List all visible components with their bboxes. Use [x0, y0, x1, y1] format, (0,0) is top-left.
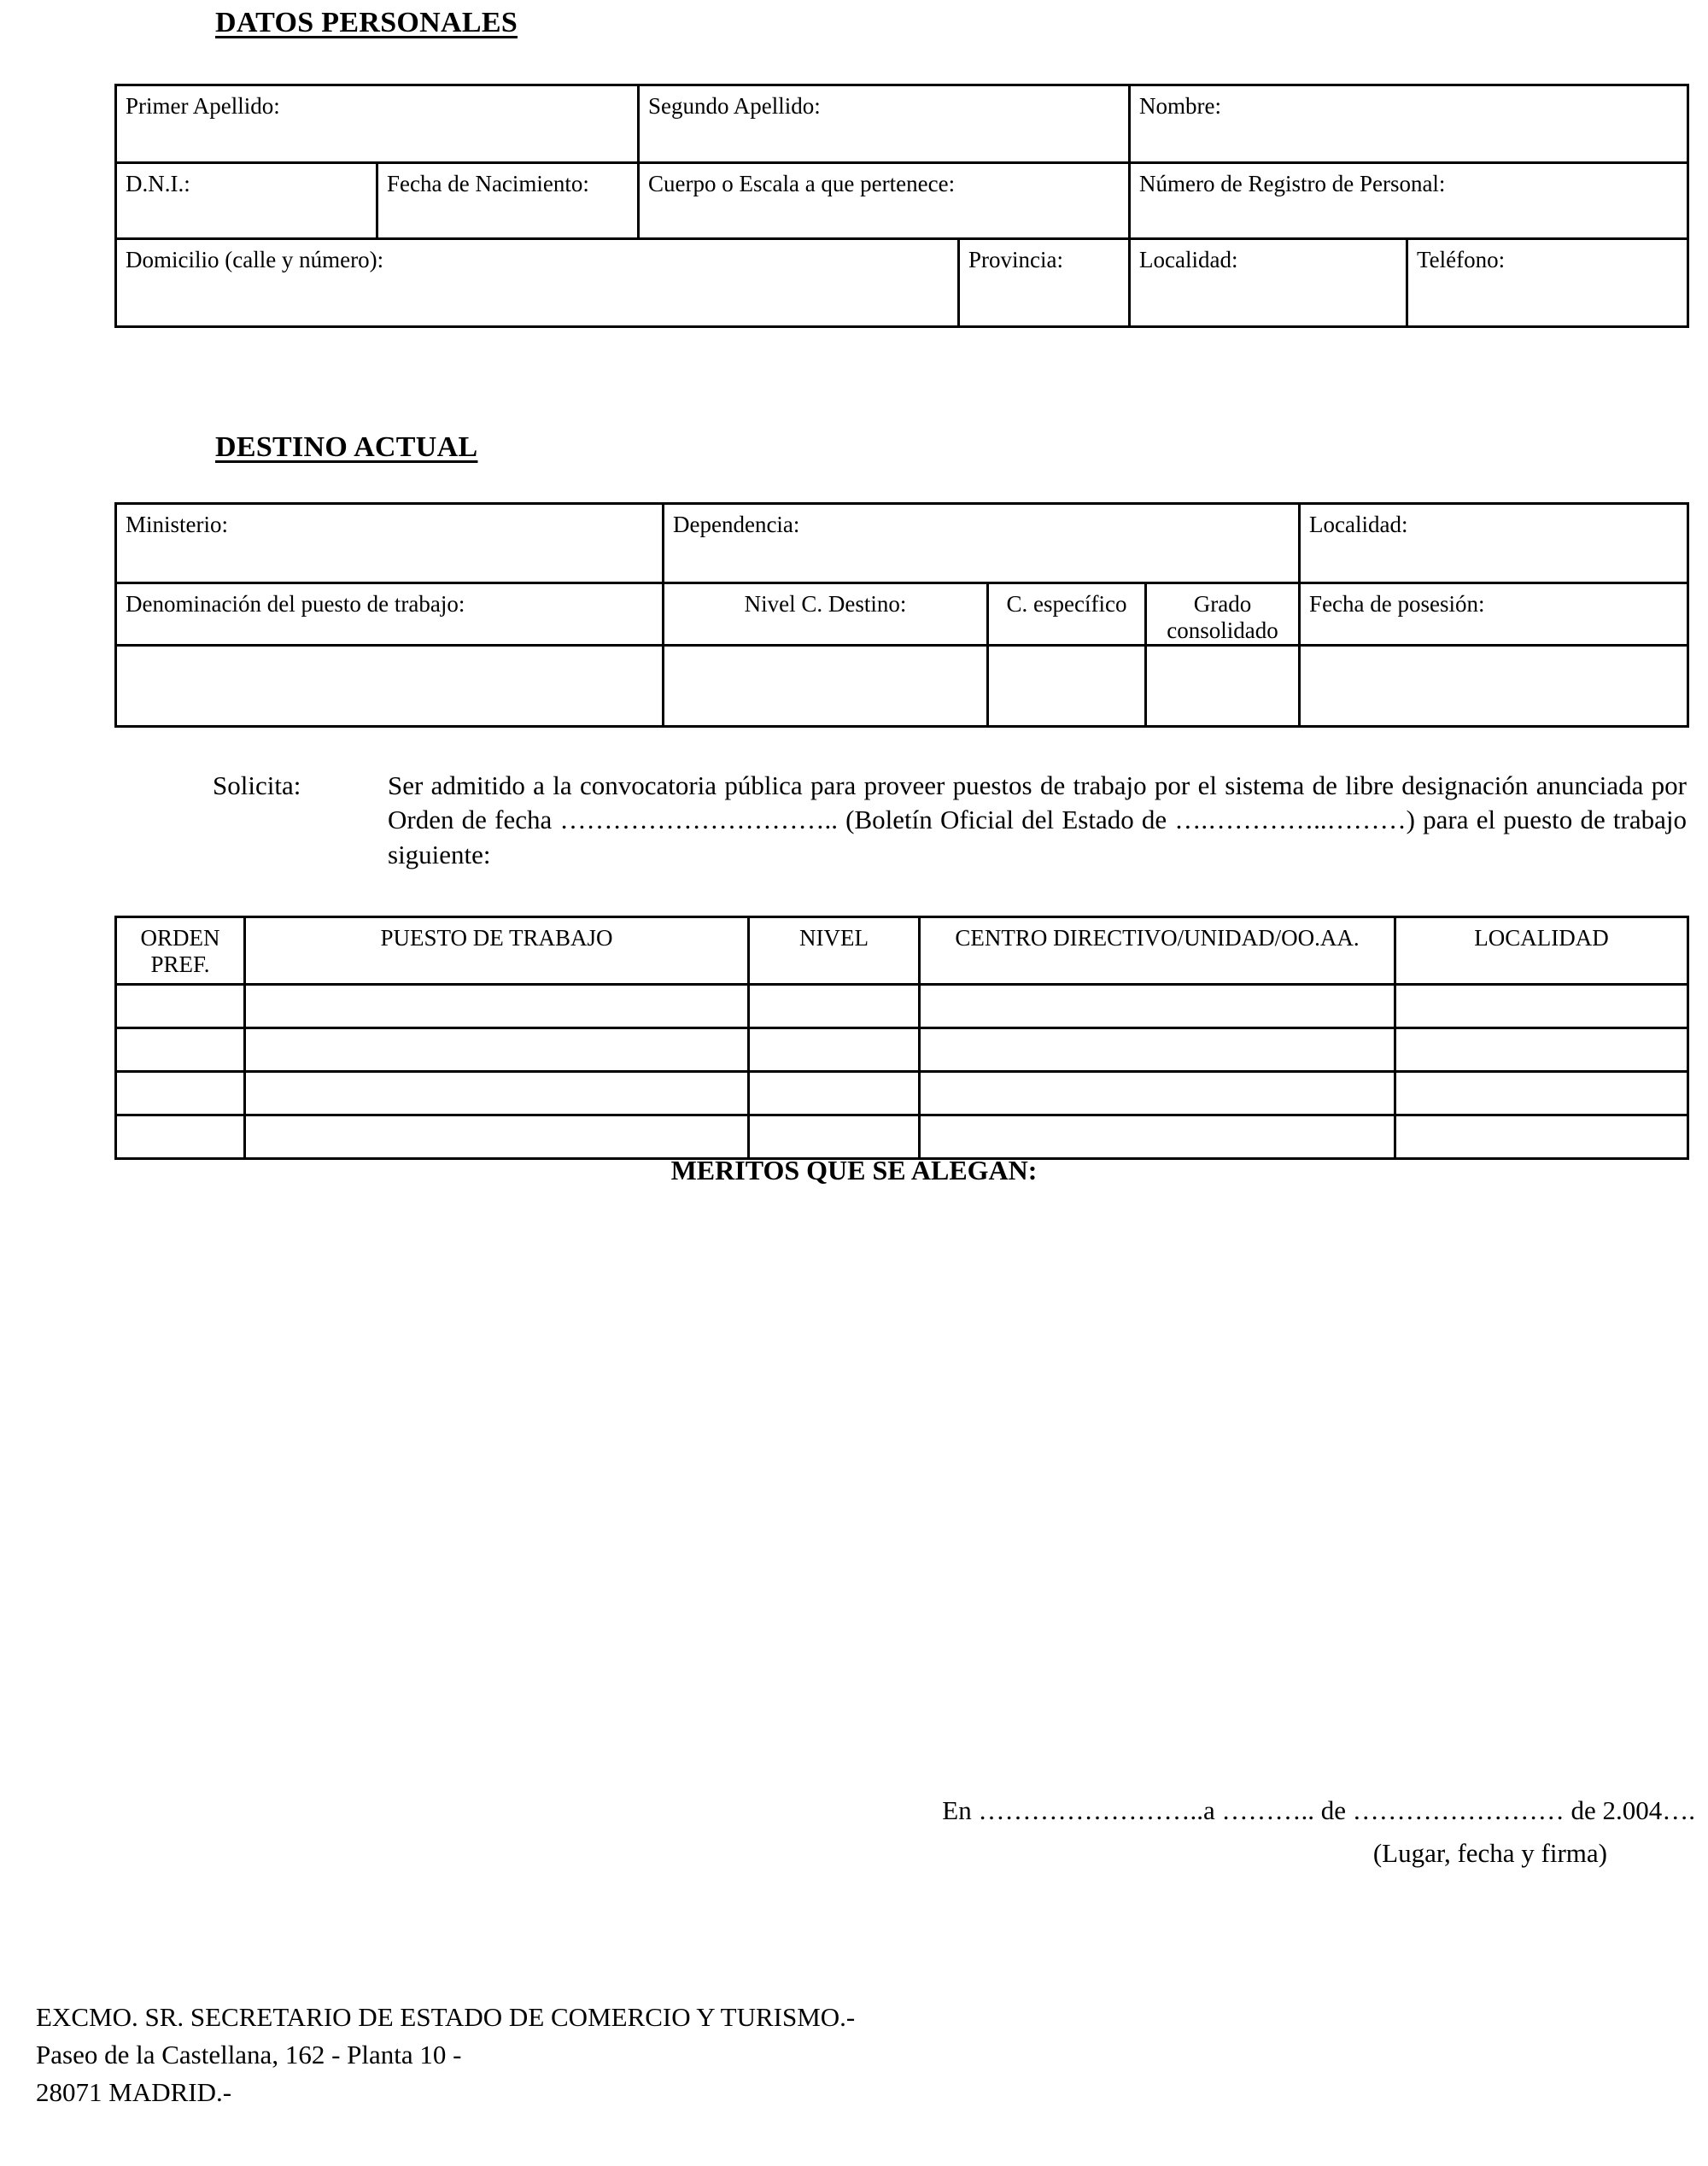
field-domicilio[interactable]: Domicilio (calle y número): [116, 239, 959, 327]
field-numero-registro[interactable]: Número de Registro de Personal: [1130, 163, 1688, 239]
value-grado-consolidado[interactable] [1146, 646, 1300, 727]
cell-nivel[interactable] [749, 985, 920, 1028]
value-fecha-posesion[interactable] [1300, 646, 1688, 727]
cell-nivel[interactable] [749, 1028, 920, 1072]
header-nivel: NIVEL [749, 917, 920, 985]
header-fecha-posesion: Fecha de posesión: [1300, 583, 1688, 646]
value-c-especifico[interactable] [988, 646, 1146, 727]
header-centro-directivo: CENTRO DIRECTIVO/UNIDAD/OO.AA. [920, 917, 1395, 985]
section-heading-datos-personales: DATOS PERSONALES [215, 7, 518, 38]
table-row [116, 239, 1688, 327]
cell-puesto-de-trabajo[interactable] [245, 1115, 749, 1159]
cell-localidad[interactable] [1395, 985, 1688, 1028]
header-orden-pref-line2: PREF. [150, 951, 210, 978]
solicita-label: Solicita: [213, 770, 301, 800]
cell-centro-directivo[interactable] [920, 985, 1395, 1028]
field-destino-localidad[interactable]: Localidad: [1300, 504, 1688, 583]
value-denominacion-puesto[interactable] [116, 646, 664, 727]
section-heading-meritos: MERITOS QUE SE ALEGAN: [670, 1155, 1038, 1185]
cell-centro-directivo[interactable] [920, 1072, 1395, 1115]
footer-line-street: Paseo de la Castellana, 162 - Planta 10 - [36, 2040, 462, 2070]
cell-nivel[interactable] [749, 1115, 920, 1159]
header-denominacion-puesto: Denominación del puesto de trabajo: [116, 583, 664, 646]
meritos-writing-area[interactable] [114, 1204, 1687, 1768]
table-destino-actual [114, 502, 1689, 728]
field-nombre[interactable]: Nombre: [1130, 85, 1688, 163]
table-row [116, 163, 1688, 239]
field-ministerio[interactable]: Ministerio: [116, 504, 664, 583]
cell-orden-pref[interactable] [116, 1072, 245, 1115]
table-row [116, 1115, 1688, 1159]
footer-line-city: 28071 MADRID.- [36, 2077, 232, 2108]
table-row [116, 1028, 1688, 1072]
table-row [116, 646, 1688, 727]
field-cuerpo-escala[interactable]: Cuerpo o Escala a que pertenece: [639, 163, 1130, 239]
cell-nivel[interactable] [749, 1072, 920, 1115]
header-orden-pref-line1: ORDEN [140, 925, 220, 951]
field-dni[interactable]: D.N.I.: [116, 163, 377, 239]
table-row [116, 1072, 1688, 1115]
table-row [116, 504, 1688, 583]
field-provincia[interactable]: Provincia: [959, 239, 1130, 327]
table-header-row [116, 583, 1688, 646]
footer-address-block [36, 1999, 855, 2111]
cell-puesto-de-trabajo[interactable] [245, 985, 749, 1028]
cell-localidad[interactable] [1395, 1028, 1688, 1072]
cell-orden-pref[interactable] [116, 1028, 245, 1072]
signature-caption: (Lugar, fecha y firma) [1372, 1838, 1607, 1868]
signature-date-line: En ……………………..a ……….. de …………………… de 2.004…. [942, 1795, 1695, 1825]
cell-puesto-de-trabajo[interactable] [245, 1028, 749, 1072]
header-localidad: LOCALIDAD [1395, 917, 1688, 985]
table-puestos-solicitados [114, 916, 1689, 1160]
cell-localidad[interactable] [1395, 1115, 1688, 1159]
cell-localidad[interactable] [1395, 1072, 1688, 1115]
cell-centro-directivo[interactable] [920, 1115, 1395, 1159]
header-grado-consolidado: Grado consolidado [1146, 583, 1300, 646]
field-fecha-nacimiento[interactable]: Fecha de Nacimiento: [377, 163, 639, 239]
field-localidad[interactable]: Localidad: [1130, 239, 1407, 327]
solicita-body-text: Ser admitido a la convocatoria pública para proveer puestos de trabajo por el sistema de libre designación anunciada por Orden de fecha ………………………….. (Boletín Oficial del Estado de ….…………..………) para el puesto de trabajo siguiente: [388, 770, 1687, 869]
header-puesto-de-trabajo: PUESTO DE TRABAJO [245, 917, 749, 985]
field-segundo-apellido[interactable]: Segundo Apellido: [639, 85, 1130, 163]
cell-centro-directivo[interactable] [920, 1028, 1395, 1072]
field-dependencia[interactable]: Dependencia: [664, 504, 1300, 583]
value-nivel-c-destino[interactable] [664, 646, 988, 727]
table-header-row [116, 917, 1688, 985]
header-c-especifico: C. específico [988, 583, 1146, 646]
table-row [116, 985, 1688, 1028]
cell-puesto-de-trabajo[interactable] [245, 1072, 749, 1115]
header-nivel-c-destino: Nivel C. Destino: [664, 583, 988, 646]
field-telefono[interactable]: Teléfono: [1407, 239, 1688, 327]
footer-line-recipient: EXCMO. SR. SECRETARIO DE ESTADO DE COMERCIO Y TURISMO.- [36, 2002, 856, 2032]
header-orden-pref [116, 917, 245, 985]
section-heading-destino-actual: DESTINO ACTUAL [215, 431, 478, 463]
table-datos-personales [114, 84, 1689, 328]
table-row [116, 85, 1688, 163]
cell-orden-pref[interactable] [116, 985, 245, 1028]
cell-orden-pref[interactable] [116, 1115, 245, 1159]
field-primer-apellido[interactable]: Primer Apellido: [116, 85, 639, 163]
